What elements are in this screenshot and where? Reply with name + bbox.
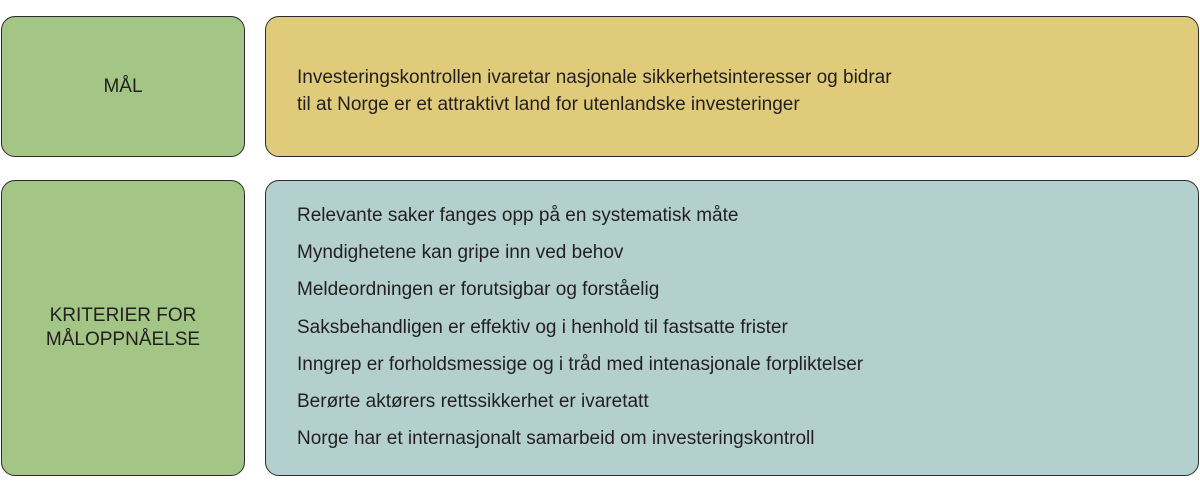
criteria-label-line: MÅLOPPNÅELSE — [45, 329, 201, 350]
criteria-content-box — [265, 180, 1199, 476]
criteria-list — [297, 204, 1198, 451]
goal-text-line: Investeringskontrollen ivaretar nasjonale sikkerhetsinteresser og bidrar — [297, 67, 892, 88]
criteria-item: Myndighetene kan gripe inn ved behov — [297, 242, 624, 264]
criteria-label-box — [1, 180, 245, 476]
goal-content-box — [265, 16, 1199, 157]
criteria-item: Norge har et internasjonalt samarbeid om investeringskontroll — [297, 428, 815, 450]
criteria-item: Berørte aktørers rettssikkerhet er ivaretatt — [297, 390, 649, 412]
criteria-item: Inngrep er forholdsmessige og i tråd med intenasjonale forpliktelser — [297, 353, 864, 375]
criteria-item: Relevante saker fanges opp på en systematisk måte — [297, 205, 739, 226]
goal-label: MÅL — [103, 75, 143, 97]
criteria-label-line: KRITERIER FOR — [49, 305, 197, 326]
criteria-item: Saksbehandligen er effektiv og i henhold til fastsatte frister — [297, 316, 788, 338]
goal-text-line: til at Norge er et attraktivt land for utenlandske investeringer — [297, 94, 800, 115]
criteria-item: Meldeordningen er forutsigbar og forståelig — [297, 279, 660, 301]
goal-label-box — [1, 16, 245, 157]
